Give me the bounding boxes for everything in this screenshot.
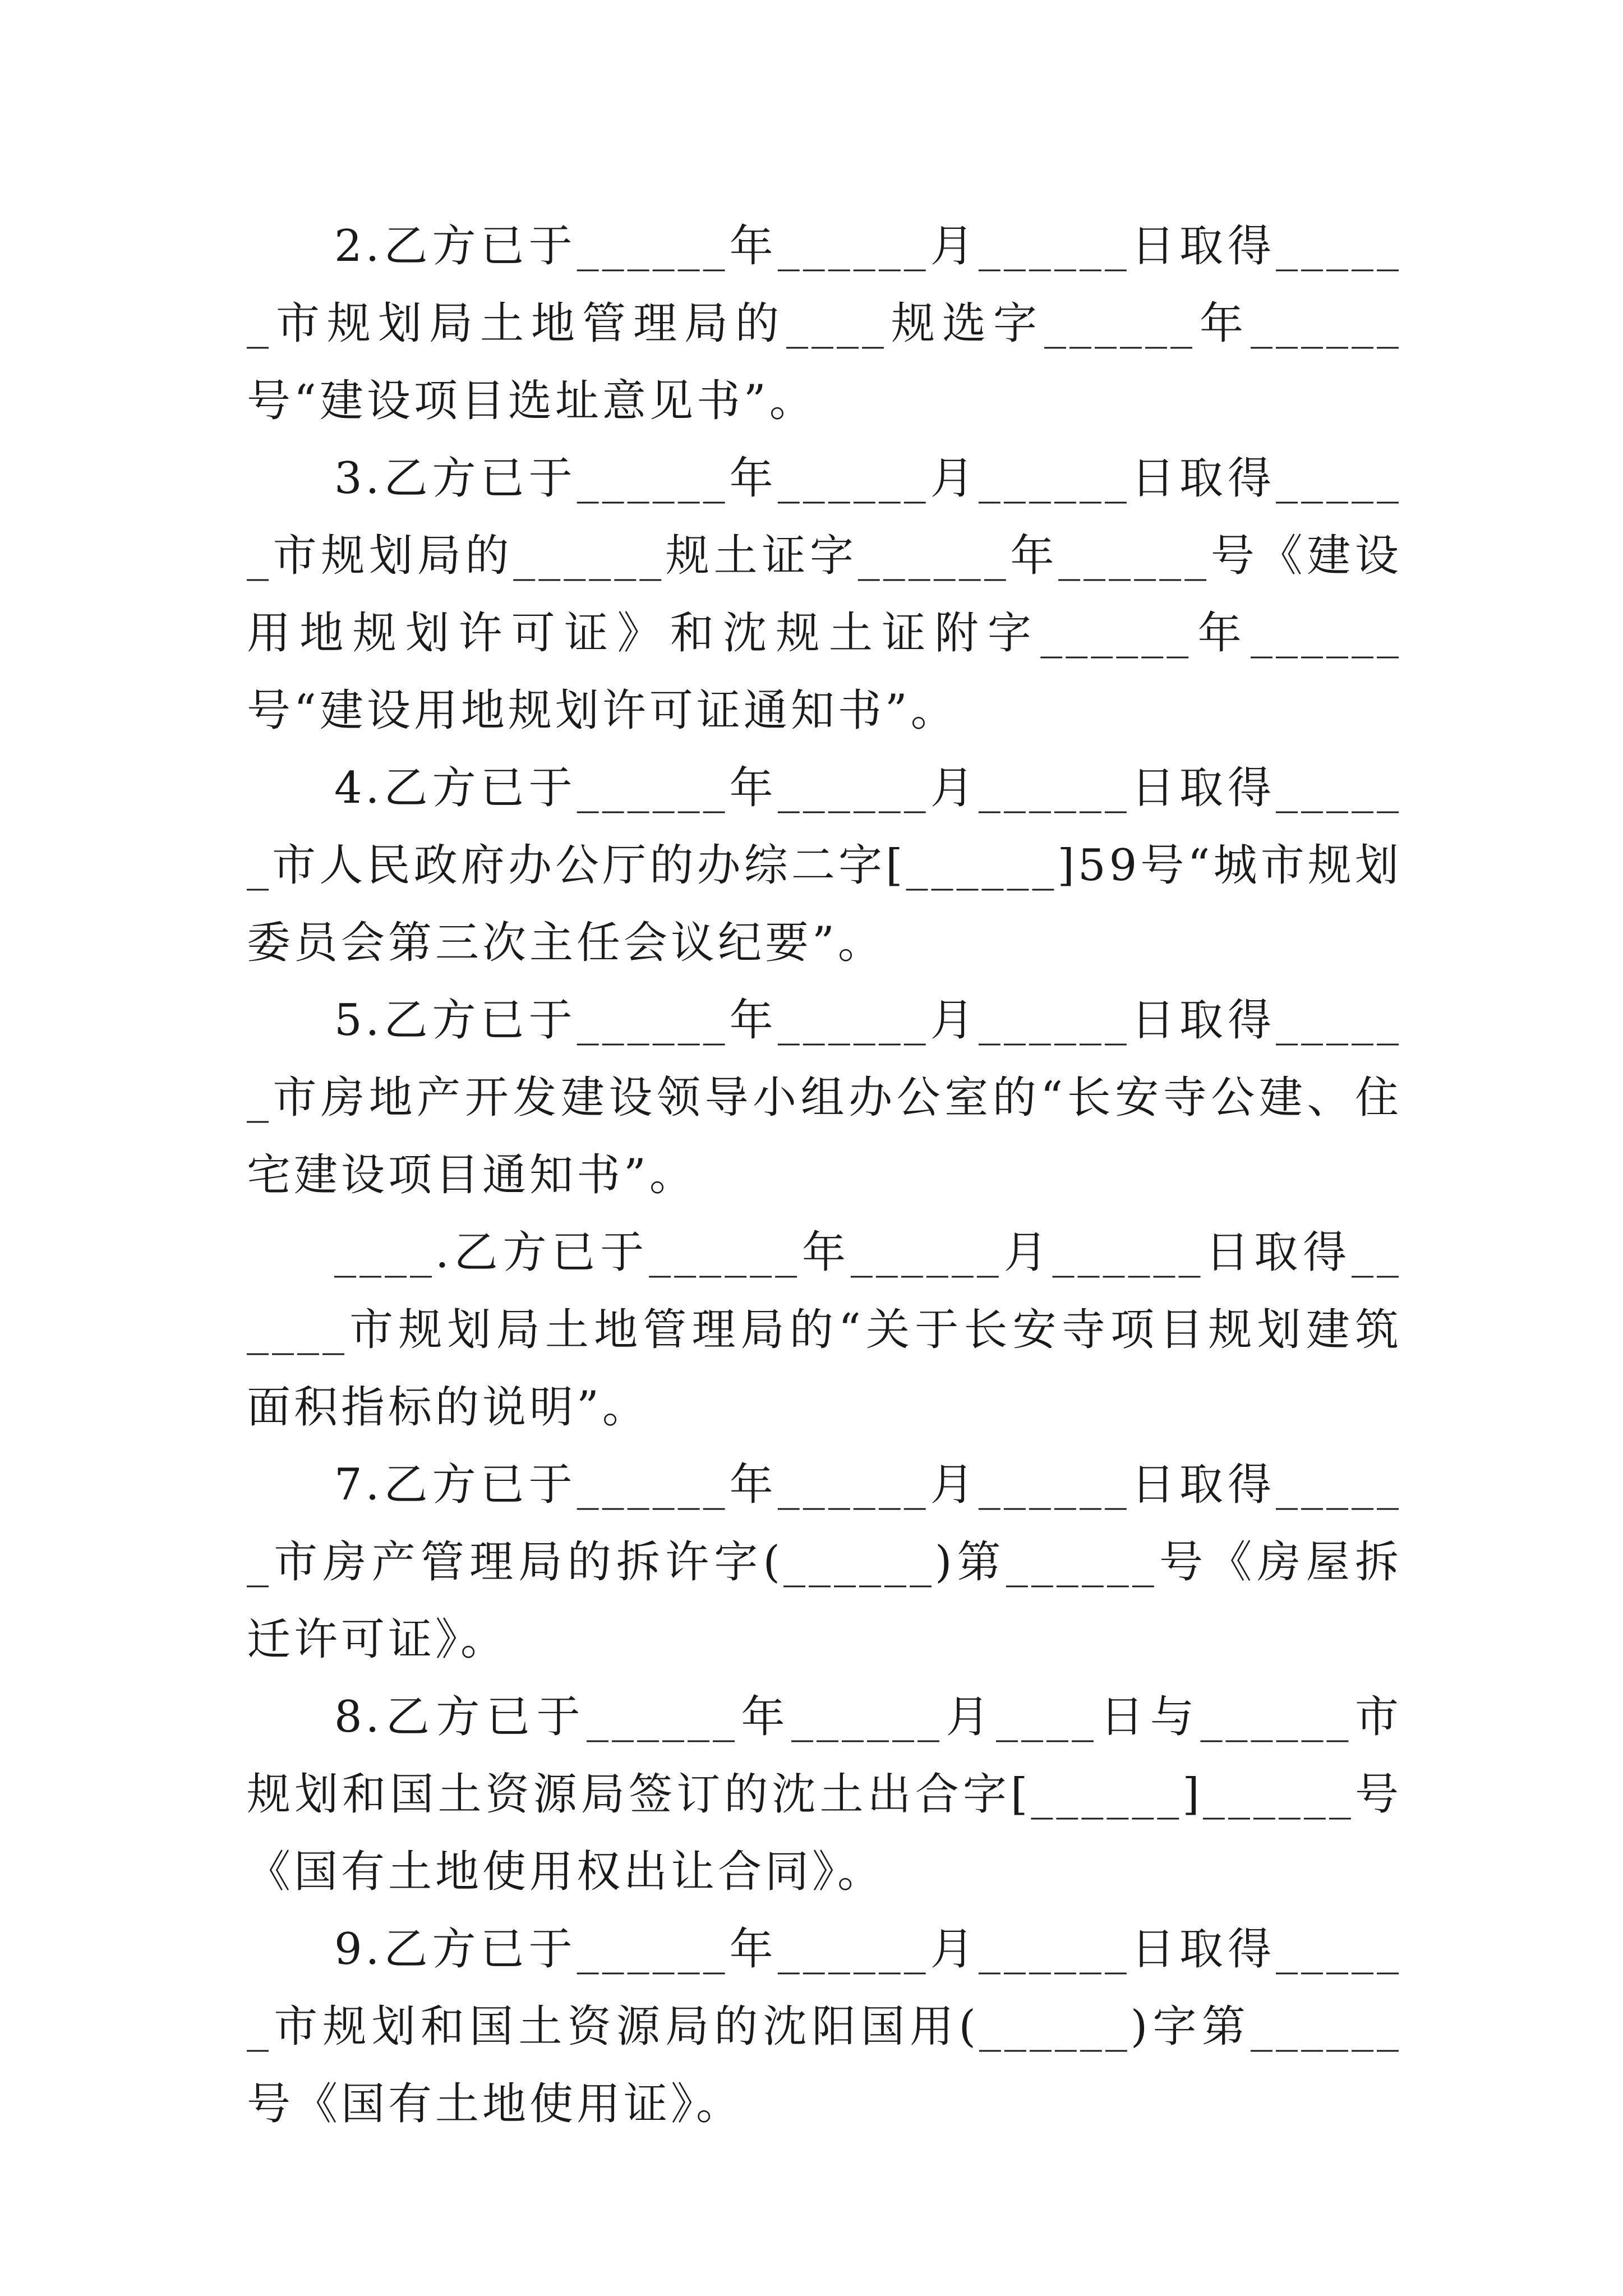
- paragraph-item-6: ____.乙方已于______年______月______日取得______市规划局土地管理局的“关于长安寺项目规划建筑面积指标的说明”。: [247, 1227, 1402, 1433]
- document-body: [247, 208, 1402, 2143]
- paragraph-item-4: 4.乙方已于______年______月______日取得______市人民政府办公厅的办综二字[______]59号“城市规划委员会第三次主任会议纪要”。: [247, 763, 1402, 968]
- paragraph-item-9: 9.乙方已于______年______月______日取得______市规划和国土资源局的沈阳国用(______)字第______号《国有土地使用证》。: [247, 1924, 1402, 2129]
- paragraph-item-3: 3.乙方已于______年______月______日取得______市规划局的______规土证字______年______号《建设用地规划许可证》和沈规土证附字______年______号“建设用地规划许可证通知书”。: [247, 453, 1402, 736]
- paragraph-item-2: 2.乙方已于______年______月______日取得______市规划局土地管理局的____规选字______年______号“建设项目选址意见书”。: [247, 221, 1402, 426]
- paragraph-item-7: 7.乙方已于______年______月______日取得______市房产管理局的拆许字(______)第______号《房屋拆迁许可证》。: [247, 1460, 1402, 1665]
- paragraph-item-5: 5.乙方已于______年______月______日取得______市房地产开发建设领导小组办公室的“长安寺公建、住宅建设项目通知书”。: [247, 995, 1402, 1200]
- paragraph-item-8: 8.乙方已于______年______月____日与______市规划和国土资源局签订的沈土出合字[______]______号《国有土地使用权出让合同》。: [247, 1692, 1402, 1897]
